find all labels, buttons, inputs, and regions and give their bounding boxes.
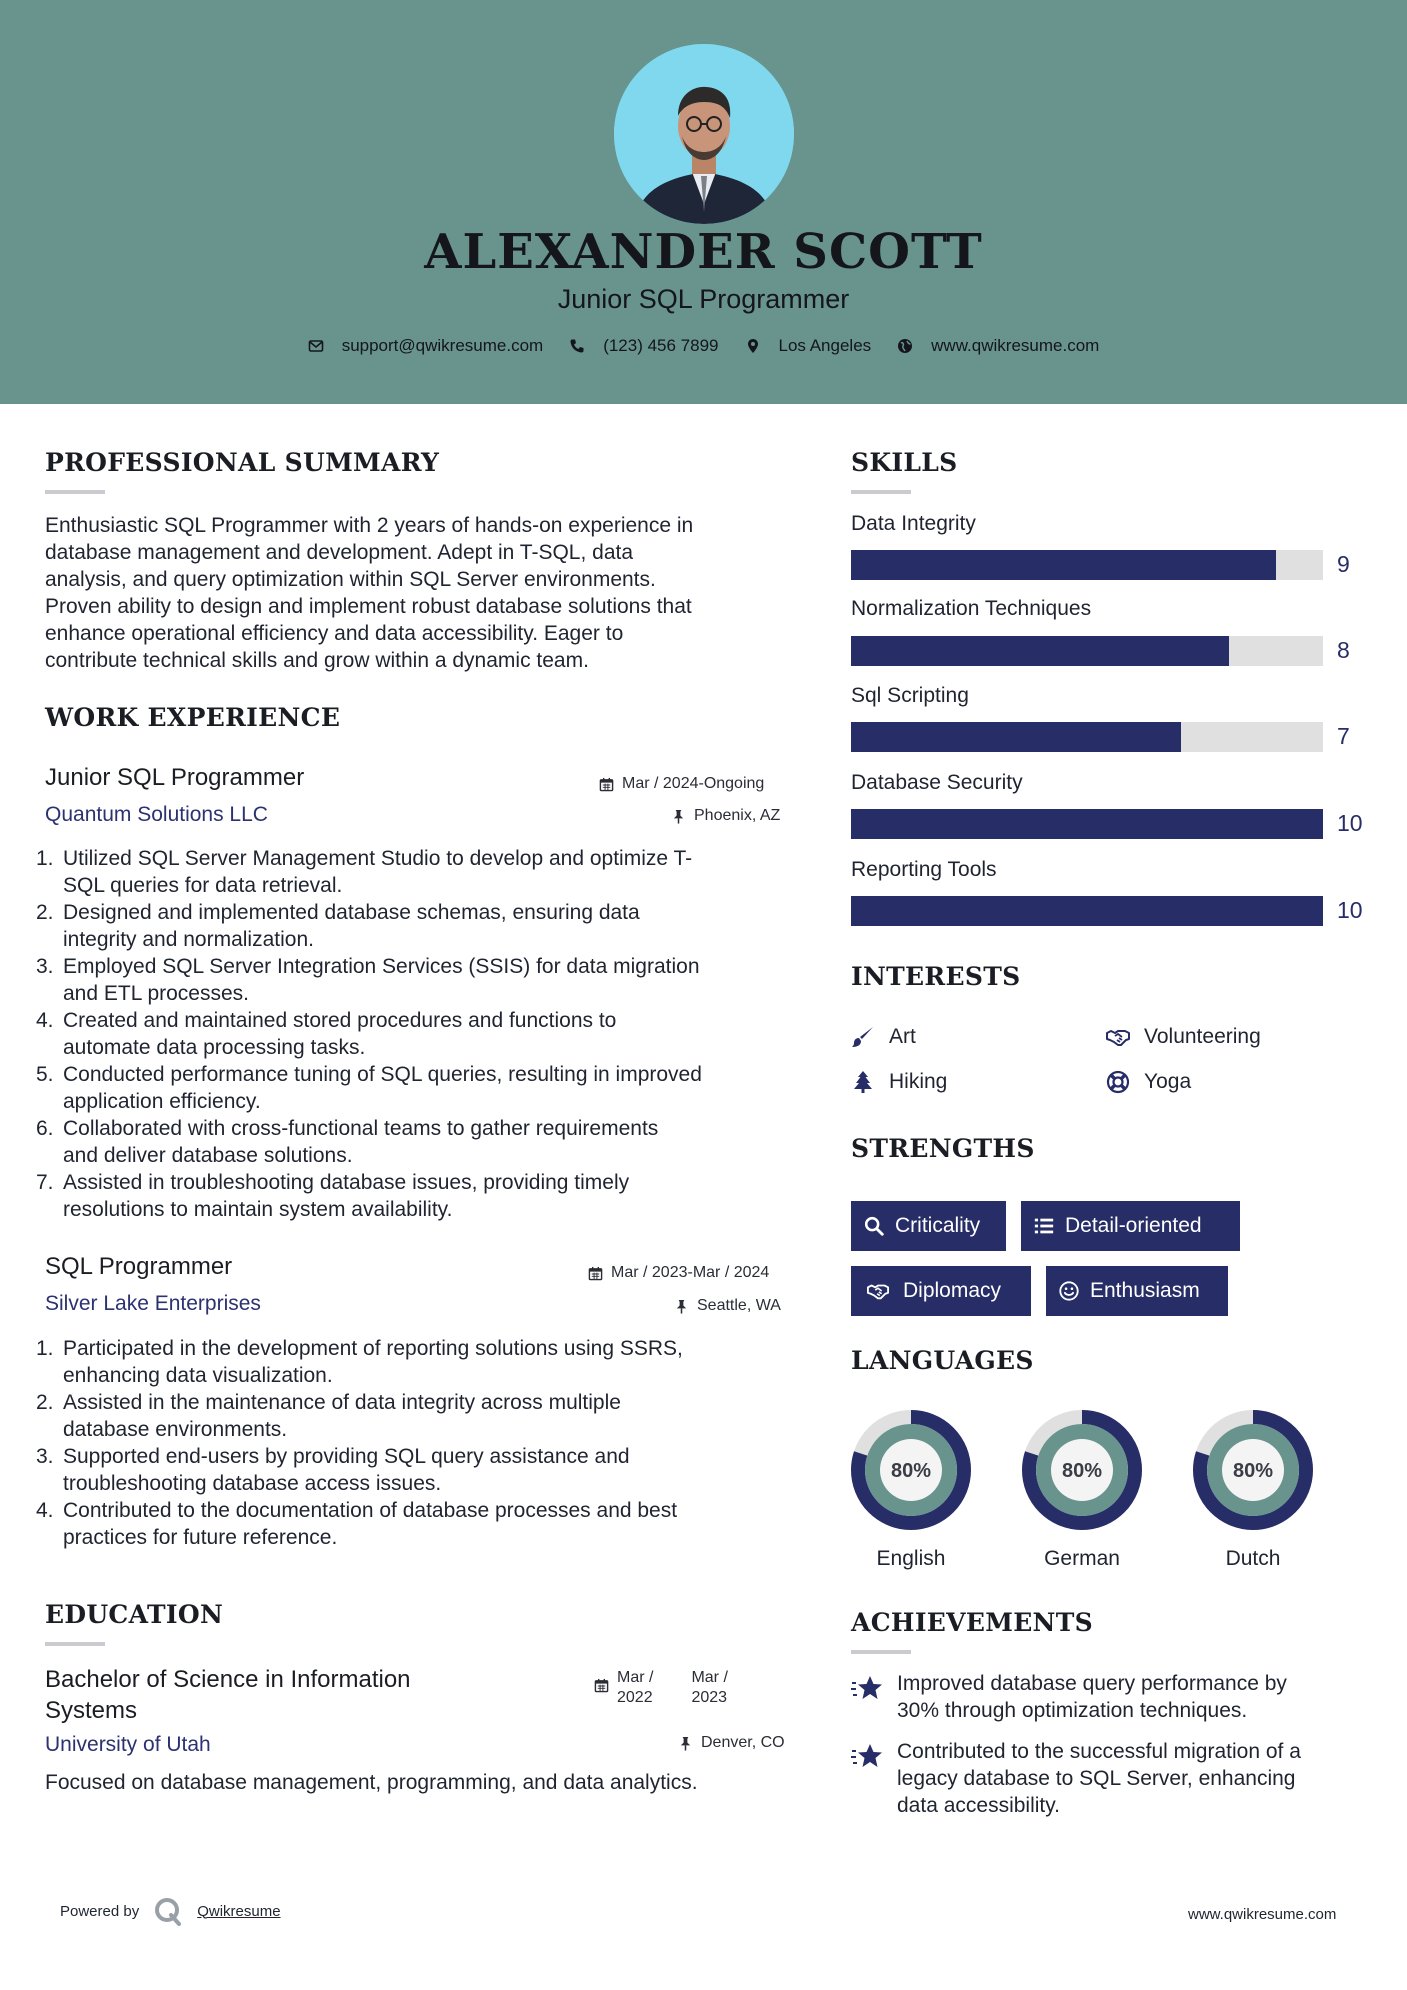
- envelope-icon: [308, 338, 324, 354]
- job-location-text: Seattle, WA: [697, 1297, 781, 1314]
- list-item: 3. Employed SQL Server Integration Services (SSIS) for data migration and ETL processes.: [36, 955, 700, 1005]
- footer-powered-by: [60, 1896, 281, 1926]
- company-name: Silver Lake Enterprises: [45, 1292, 261, 1315]
- candidate-name: ALEXANDER SCOTT: [424, 224, 983, 280]
- skill-label: Reporting Tools: [851, 858, 997, 881]
- contact-email-text: support@qwikresume.com: [341, 336, 544, 355]
- search-icon: [863, 1215, 885, 1237]
- job-date-text: Mar / 2024-Ongoing: [622, 775, 765, 792]
- resume-header: [0, 0, 1407, 404]
- education-heading: EDUCATION: [45, 1600, 224, 1629]
- lifebuoy-icon: [1106, 1070, 1130, 1094]
- star-icon: [851, 1742, 883, 1770]
- interest-item: Yoga: [1106, 1070, 1191, 1094]
- education-end: Mar / 2023: [691, 1669, 728, 1706]
- list-item: 4. Created and maintained stored procedures and functions to automate data processing tasks.: [36, 1009, 617, 1059]
- degree-line: Systems: [45, 1697, 138, 1724]
- qwikresume-logo-icon: [153, 1896, 183, 1926]
- list-item: 5. Conducted performance tuning of SQL queries, resulting in improved application efficiency.: [36, 1063, 702, 1113]
- summary-line: database management and development. Adept in T-SQL, data: [45, 541, 634, 564]
- skill-value: 7: [1337, 723, 1350, 749]
- skill-bar-fill: [851, 636, 1229, 666]
- summary-line: enhance operational efficiency and data accessibility. Eager to: [45, 622, 624, 645]
- contact-email[interactable]: [308, 336, 544, 356]
- interests-heading: INTERESTS: [851, 962, 1021, 991]
- school-name: University of Utah: [45, 1733, 211, 1756]
- list-item: 3. Supported end-users by providing SQL query assistance and troubleshooting database access issues.: [36, 1445, 630, 1495]
- language-gauge-ring: [1021, 1409, 1143, 1531]
- contact-phone-text: (123) 456 7899: [603, 336, 719, 355]
- language-gauge-ring: [850, 1409, 972, 1531]
- language-gauge: [850, 1409, 972, 1570]
- pushpin-icon: [678, 1736, 693, 1751]
- language-gauge: [1021, 1409, 1143, 1570]
- job-date: [599, 775, 764, 793]
- list-item: 4. Contributed to the documentation of database processes and best practices for future reference.: [36, 1499, 678, 1549]
- summary-text: [45, 512, 693, 674]
- job-location: [671, 807, 780, 825]
- skill-bar: [851, 896, 1323, 926]
- language-gauge: [1192, 1409, 1314, 1570]
- calendar-icon: [594, 1678, 609, 1693]
- skill-bar-fill: [851, 722, 1181, 752]
- education-location: Denver, CO: [678, 1734, 785, 1752]
- skills-rule: [851, 490, 911, 494]
- calendar-icon: [588, 1266, 603, 1281]
- paintbrush-icon: [851, 1025, 875, 1049]
- summary-line: contribute technical skills and grow within a dynamic team.: [45, 649, 589, 672]
- skill-bar: [851, 550, 1323, 580]
- language-percent: 80%: [890, 1460, 932, 1482]
- achievement-text: Improved database query performance by 30% through optimization techniques.: [897, 1672, 1287, 1722]
- skill-label: Normalization Techniques: [851, 597, 1092, 620]
- powered-by-label: Powered by: [60, 1902, 140, 1920]
- skill-value: 10: [1337, 897, 1363, 923]
- map-pin-icon: [745, 338, 761, 354]
- achievement-text: Contributed to the successful migration of a legacy database to SQL Server, enhancing data accessibility.: [897, 1740, 1301, 1817]
- job-bullets: [36, 1335, 683, 1551]
- interest-item: Hiking: [851, 1070, 947, 1094]
- footer-url[interactable]: www.qwikresume.com: [1188, 1906, 1337, 1923]
- strength-chip: Detail-oriented: [1021, 1201, 1240, 1251]
- education-start: Mar / 2022: [617, 1669, 654, 1706]
- list-item: 2. Assisted in the maintenance of data integrity across multiple database environments.: [36, 1391, 621, 1441]
- language-percent: 80%: [1232, 1460, 1274, 1482]
- pushpin-icon: [671, 809, 686, 824]
- list-item: 7. Assisted in troubleshooting database issues, providing timely resolutions to maintain system availability.: [36, 1171, 630, 1221]
- summary-line: Enthusiastic SQL Programmer with 2 years of hands-on experience in: [45, 514, 694, 537]
- job-date: [588, 1264, 769, 1282]
- language-percent: 80%: [1061, 1460, 1103, 1482]
- degree-line: Bachelor of Science in Information: [45, 1666, 411, 1693]
- skill-value: 8: [1337, 637, 1350, 663]
- languages-heading: LANGUAGES: [851, 1346, 1034, 1375]
- skill-value: 9: [1337, 551, 1350, 577]
- skill-label: Data Integrity: [851, 512, 976, 535]
- list-item: 1. Utilized SQL Server Management Studio to develop and optimize T- SQL queries for data retrieval.: [36, 847, 693, 897]
- contact-row: [0, 336, 1407, 356]
- achievements-heading: ACHIEVEMENTS: [851, 1608, 1093, 1637]
- list-icon: [1033, 1215, 1055, 1237]
- contact-website[interactable]: [897, 336, 1099, 356]
- globe-icon: [897, 338, 913, 354]
- contact-phone[interactable]: [569, 336, 718, 356]
- smile-icon: [1058, 1280, 1080, 1302]
- company-name: Quantum Solutions LLC: [45, 803, 268, 826]
- contact-location: [745, 336, 872, 356]
- strength-chip: Diplomacy: [851, 1266, 1031, 1316]
- skill-label: Database Security: [851, 771, 1023, 794]
- skill-bar-fill: [851, 809, 1323, 839]
- language-label: German: [1044, 1547, 1120, 1570]
- experience-heading: WORK EXPERIENCE: [45, 703, 341, 732]
- qwikresume-link[interactable]: Qwikresume: [197, 1902, 281, 1920]
- job-title: Junior SQL Programmer: [45, 764, 305, 791]
- summary-rule: [45, 490, 105, 494]
- strength-chip: Criticality: [851, 1201, 1006, 1251]
- summary-line: Proven ability to design and implement robust database solutions that: [45, 595, 692, 618]
- summary-heading: PROFESSIONAL SUMMARY: [45, 448, 440, 477]
- skill-bar-fill: [851, 550, 1276, 580]
- skill-bar: [851, 809, 1323, 839]
- skill-bar-fill: [851, 896, 1323, 926]
- pushpin-icon: [674, 1299, 689, 1314]
- language-label: Dutch: [1225, 1547, 1281, 1570]
- job-bullets: [36, 845, 702, 1223]
- job-location-text: Phoenix, AZ: [694, 807, 781, 824]
- skill-bar: [851, 722, 1323, 752]
- person-photo-icon: [614, 44, 794, 224]
- education-dates: [594, 1668, 728, 1708]
- list-item: 1. Participated in the development of reporting solutions using SSRS, enhancing data visualization.: [36, 1337, 683, 1387]
- handshake-icon: [1106, 1025, 1130, 1049]
- job-date-text: Mar / 2023-Mar / 2024: [611, 1264, 770, 1281]
- strengths-heading: STRENGTHS: [851, 1134, 1035, 1163]
- education-description: Focused on database management, programming, and data analytics.: [45, 1771, 698, 1794]
- language-label: English: [876, 1547, 946, 1570]
- degree-title: [45, 1664, 411, 1726]
- list-item: 6. Collaborated with cross-functional teams to gather requirements and deliver database solutions.: [36, 1117, 659, 1167]
- interest-item: Volunteering: [1106, 1025, 1261, 1049]
- contact-website-text: www.qwikresume.com: [931, 336, 1100, 355]
- education-rule: [45, 1642, 105, 1646]
- skill-bar: [851, 636, 1323, 666]
- summary-line: analysis, and query optimization within SQL Server environments.: [45, 568, 656, 591]
- strength-chip: Enthusiasm: [1046, 1266, 1228, 1316]
- tree-icon: [851, 1070, 875, 1094]
- list-item: 2. Designed and implemented database schemas, ensuring data integrity and normalization.: [36, 901, 640, 951]
- skill-value: 10: [1337, 810, 1363, 836]
- language-gauge-ring: [1192, 1409, 1314, 1531]
- job-location: [674, 1297, 781, 1315]
- contact-location-text: Los Angeles: [778, 336, 872, 355]
- phone-icon: [569, 338, 585, 354]
- achievement-item: [851, 1670, 1287, 1724]
- achievement-item: [851, 1738, 1301, 1819]
- skill-label: Sql Scripting: [851, 684, 969, 707]
- job-title: SQL Programmer: [45, 1253, 233, 1280]
- calendar-icon: [599, 777, 614, 792]
- skills-heading: SKILLS: [851, 448, 958, 477]
- interest-item: Art: [851, 1025, 916, 1049]
- handshake-icon: [863, 1280, 893, 1302]
- star-icon: [851, 1674, 883, 1702]
- achievements-rule: [851, 1650, 911, 1654]
- avatar: [614, 44, 794, 224]
- candidate-title: Junior SQL Programmer: [557, 284, 850, 314]
